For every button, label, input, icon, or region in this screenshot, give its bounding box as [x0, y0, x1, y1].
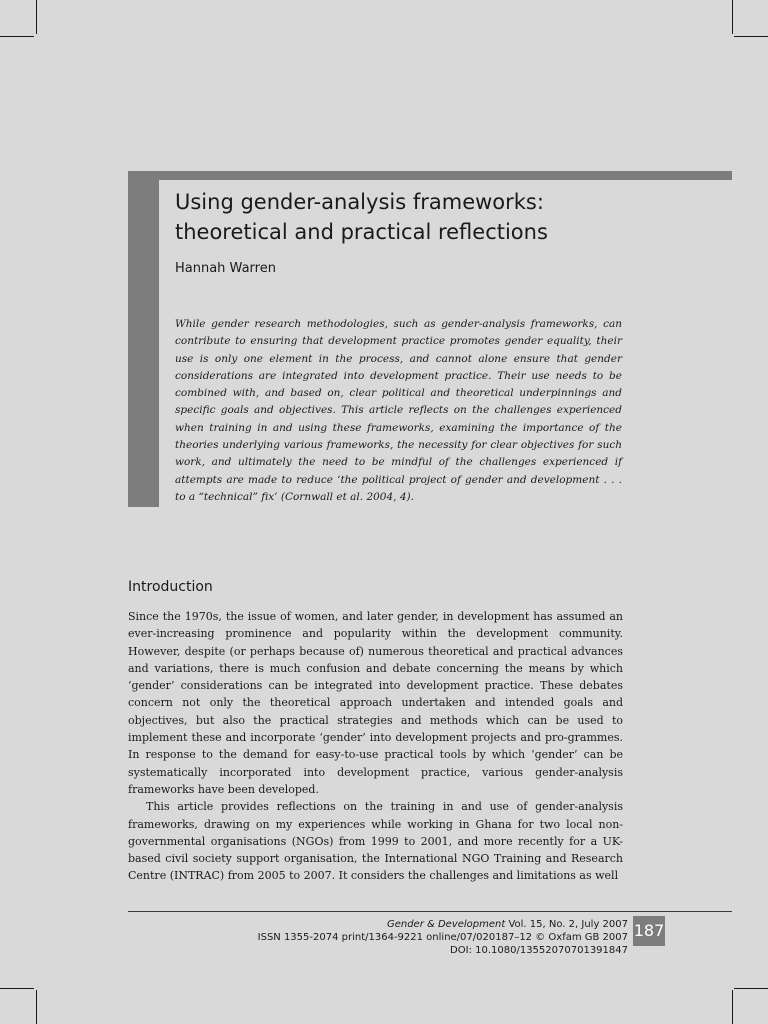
crop-mark	[0, 988, 34, 989]
header-bar	[128, 171, 732, 180]
side-bar	[128, 171, 159, 507]
journal-issue: Vol. 15, No. 2, July 2007	[505, 919, 628, 930]
crop-mark	[732, 990, 733, 1024]
title-line-2: theoretical and practical reflections	[175, 220, 548, 244]
title-line-1: Using gender-analysis frameworks:	[175, 190, 544, 214]
issn-line: ISSN 1355-2074 print/1364-9221 online/07/020187–12 © Oxfam GB 2007	[257, 932, 628, 943]
section-heading: Introduction	[128, 579, 213, 595]
paragraph: Since the 1970s, the issue of women, and later gender, in development has assumed an ever-increasing prominence and popularity within the development community. However, despite (or perhaps because of) numerous theoretical and practical advances and variations, there is much confusion and debate concerning the means by which ‘gender’ considerations can be integrated into development practice. These debates concern not only the theoretical approach undertaken and intended goals and objectives, but also the practical strategies and methods which can be used to implement these and incorporate ‘gender’ into development projects and pro-grammes. In response to the demand for easy-to-use practical tools by which ‘gender’ can be systematically incorporated into development practice, various gender-analysis frameworks have been developed.	[128, 610, 623, 796]
crop-mark	[36, 990, 37, 1024]
crop-mark	[0, 36, 34, 37]
crop-mark	[734, 36, 768, 37]
footer-citation	[258, 918, 628, 957]
abstract: While gender research methodologies, such as gender-analysis frameworks, can contribute to ensuring that development practice promotes gender equality, their use is only one element in the process, and cannot alone ensure that gender considerations are integrated into development practice. Their use needs to be combined with, and based on, clear political and theoretical underpinnings and specific goals and objectives. This article reflects on the challenges experienced when training in and using these frameworks, examining the importance of the theories underlying various frameworks, the necessity for clear objectives for such work, and ultimately the need to be mindful of the challenges experienced if attempts are made to reduce ‘the political project of gender and development . . . to a “technical” fix’ (Cornwall et al. 2004, 4).	[175, 318, 622, 503]
doi-line: DOI: 10.1080/13552070701391847	[450, 945, 628, 956]
page-number: 187	[633, 916, 665, 946]
crop-mark	[732, 0, 733, 34]
body-text	[128, 608, 623, 885]
crop-mark	[734, 988, 768, 989]
paragraph: This article provides reflections on the training in and use of gender-analysis frameworks, drawing on my experiences while working in Ghana for two local non-governmental organisations (NGOs) from 1999 to 2001, and more recently for a UK-based civil society support organisation, the International NGO Training and Research Centre (INTRAC) from 2005 to 2007. It considers the challenges and limitations as well	[128, 800, 623, 883]
footer-rule	[128, 911, 732, 912]
journal-name: Gender & Development	[386, 919, 506, 930]
journal-line	[258, 918, 628, 931]
crop-mark	[36, 0, 37, 34]
author-name: Hannah Warren	[175, 261, 276, 276]
article-title	[175, 187, 695, 247]
